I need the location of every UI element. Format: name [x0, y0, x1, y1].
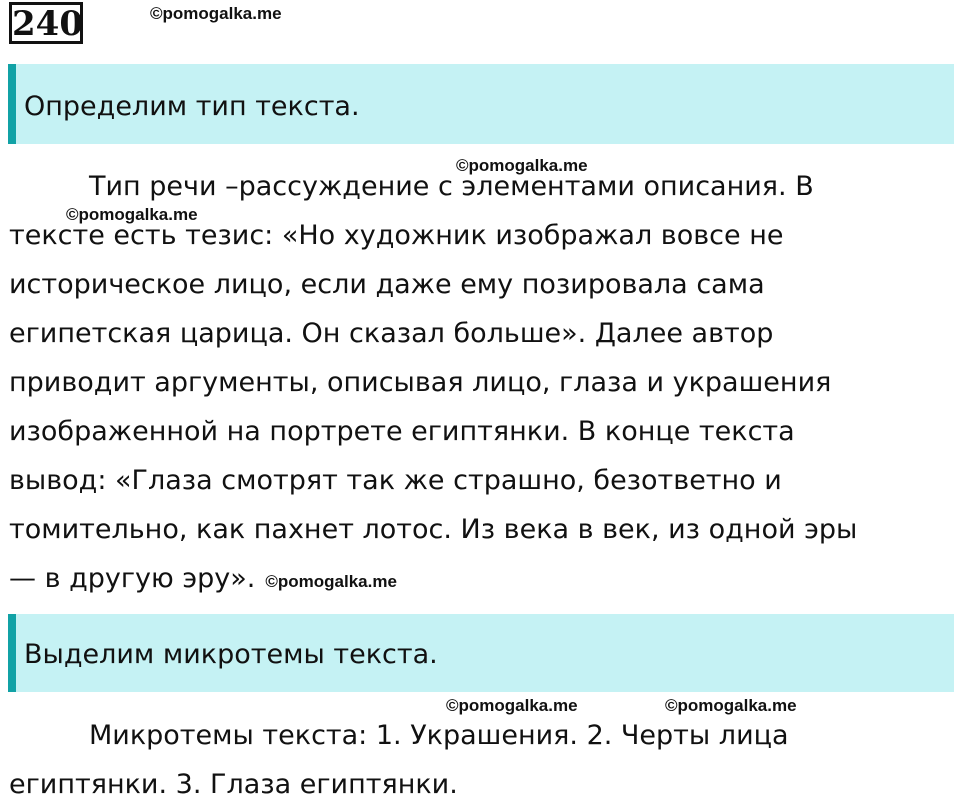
- section-title-text-type: Определим тип текста.: [24, 91, 360, 122]
- paragraph-line: Микротемы текста: 1. Украшения. 2. Черты лица: [89, 720, 789, 751]
- watermark: ©pomogalka.me: [150, 4, 282, 23]
- paragraph-line: изображенной на портрете египтянки. В конце текста: [9, 416, 795, 447]
- paragraph-line: Тип речи –рассуждение с элементами описания. В: [89, 171, 814, 202]
- watermark: ©pomogalka.me: [265, 572, 397, 591]
- paragraph-line-text: — в другую эру».: [9, 563, 256, 594]
- section-accent-bar: [8, 64, 16, 144]
- watermark: ©pomogalka.me: [665, 696, 797, 715]
- watermark: ©pomogalka.me: [66, 205, 198, 224]
- section-title-microthemes: Выделим микротемы текста.: [24, 639, 438, 670]
- paragraph-line: вывод: «Глаза смотрят так же страшно, безответно и: [9, 465, 782, 496]
- paragraph-text-type: [9, 162, 949, 603]
- section-band-text-type: [8, 64, 954, 144]
- paragraph-line: томительно, как пахнет лотос. Из века в век, из одной эры: [9, 514, 858, 545]
- section-band-microthemes: [8, 614, 954, 692]
- paragraph-line: приводит аргументы, описывая лицо, глаза и украшения: [9, 367, 832, 398]
- paragraph-line: тексте есть тезис: «Но художник изображал вовсе не: [9, 220, 784, 251]
- watermark: ©pomogalka.me: [446, 696, 578, 715]
- task-number-box: 240: [9, 2, 83, 44]
- paragraph-microthemes: [9, 711, 949, 809]
- paragraph-line: историческое лицо, если даже ему позировала сама: [9, 269, 765, 300]
- paragraph-line-last: [9, 554, 949, 603]
- paragraph-line: египетская царица. Он сказал больше». Далее автор: [9, 318, 774, 349]
- watermark: ©pomogalka.me: [456, 156, 588, 175]
- section-accent-bar: [8, 614, 16, 692]
- paragraph-line: египтянки. 3. Глаза египтянки.: [9, 769, 458, 800]
